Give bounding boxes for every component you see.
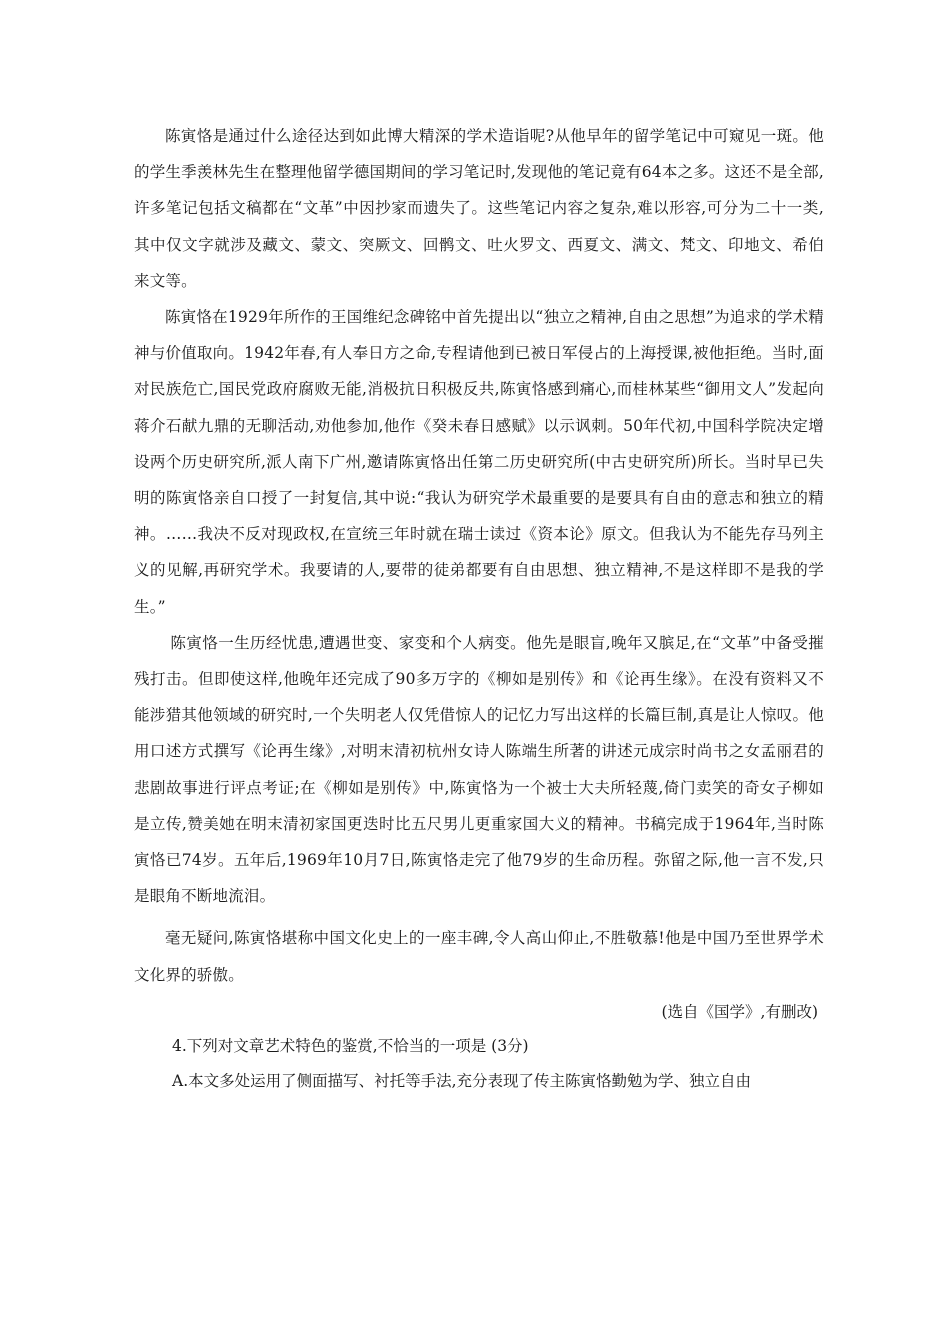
document-page: [134, 118, 824, 1099]
article-paragraph-4: 毫无疑问,陈寅恪堪称中国文化史上的一座丰碑,令人高山仰止,不胜敬慕!他是中国乃至世界学术文化界的骄傲。: [134, 929, 824, 984]
article-paragraph-1: 陈寅恪是通过什么途径达到如此博大精深的学术造诣呢?从他早年的留学笔记中可窥见一斑。他的学生季羡林先生在整理他留学德国期间的学习笔记时,发现他的笔记竟有64本之多。这还不是全部,许多笔记包括文稿都在“文革”中因抄家而遗失了。这些笔记内容之复杂,难以形容,可分为二十一类,其中仅文字就涉及藏文、蒙文、突厥文、回鹘文、吐火罗文、西夏文、满文、梵文、印地文、希伯来文等。: [134, 127, 824, 290]
question-stem: 4.下列对文章艺术特色的鉴赏,不恰当的一项是 (3分): [172, 1036, 529, 1055]
question-option-a: A.本文多处运用了侧面描写、衬托等手法,充分表现了传主陈寅恪勤勉为学、独立自由: [172, 1071, 752, 1090]
article-source: (选自《国学》,有删改): [661, 1002, 818, 1021]
article-paragraph-3: 陈寅恪一生历经忧患,遭遇世变、家变和个人病变。他先是眼盲,晚年又膑足,在“文革”中备受摧残打击。但即使这样,他晚年还完成了90多万字的《柳如是别传》和《论再生缘》。在没有资料又不能涉猎其他领域的研究时,一个失明老人仅凭借惊人的记忆力写出这样的长篇巨制,真是让人惊叹。他用口述方式撰写《论再生缘》,对明末清初杭州女诗人陈端生所著的讲述元成宗时尚书之女孟丽君的悲剧故事进行评点考证;在《柳如是别传》中,陈寅恪为一个被士大夫所轻蔑,倚门卖笑的奇女子柳如是立传,赞美她在明末清初家国更迭时比五尺男儿更重家国大义的精神。书稿完成于1964年,当时陈寅恪已74岁。五年后,1969年10月7日,陈寅恪走完了他79岁的生命历程。弥留之际,他一言不发,只是眼角不断地流泪。: [134, 633, 824, 906]
article-paragraph-2: 陈寅恪在1929年所作的王国维纪念碑铭中首先提出以“独立之精神,自由之思想”为追求的学术精神与价值取向。1942年春,有人奉日方之命,专程请他到已被日军侵占的上海授课,被他拒绝。当时,面对民族危亡,国民党政府腐败无能,消极抗日积极反共,陈寅恪感到痛心,而桂林某些“御用文人”发起向蒋介石献九鼎的无聊活动,劝他参加,他作《癸未春日感赋》以示讽刺。50年代初,中国科学院决定增设两个历史研究所,派人南下广州,邀请陈寅恪出任第二历史研究所(中古史研究所)所长。当时早已失明的陈寅恪亲自口授了一封复信,其中说:“我认为研究学术最重要的是要具有自由的意志和独立的精神。……我决不反对现政权,在宣统三年时就在瑞士读过《资本论》原文。但我认为不能先存马列主义的见解,再研究学术。我要请的人,要带的徒弟都要有自由思想、独立精神,不是这样即不是我的学生。”: [134, 308, 824, 616]
